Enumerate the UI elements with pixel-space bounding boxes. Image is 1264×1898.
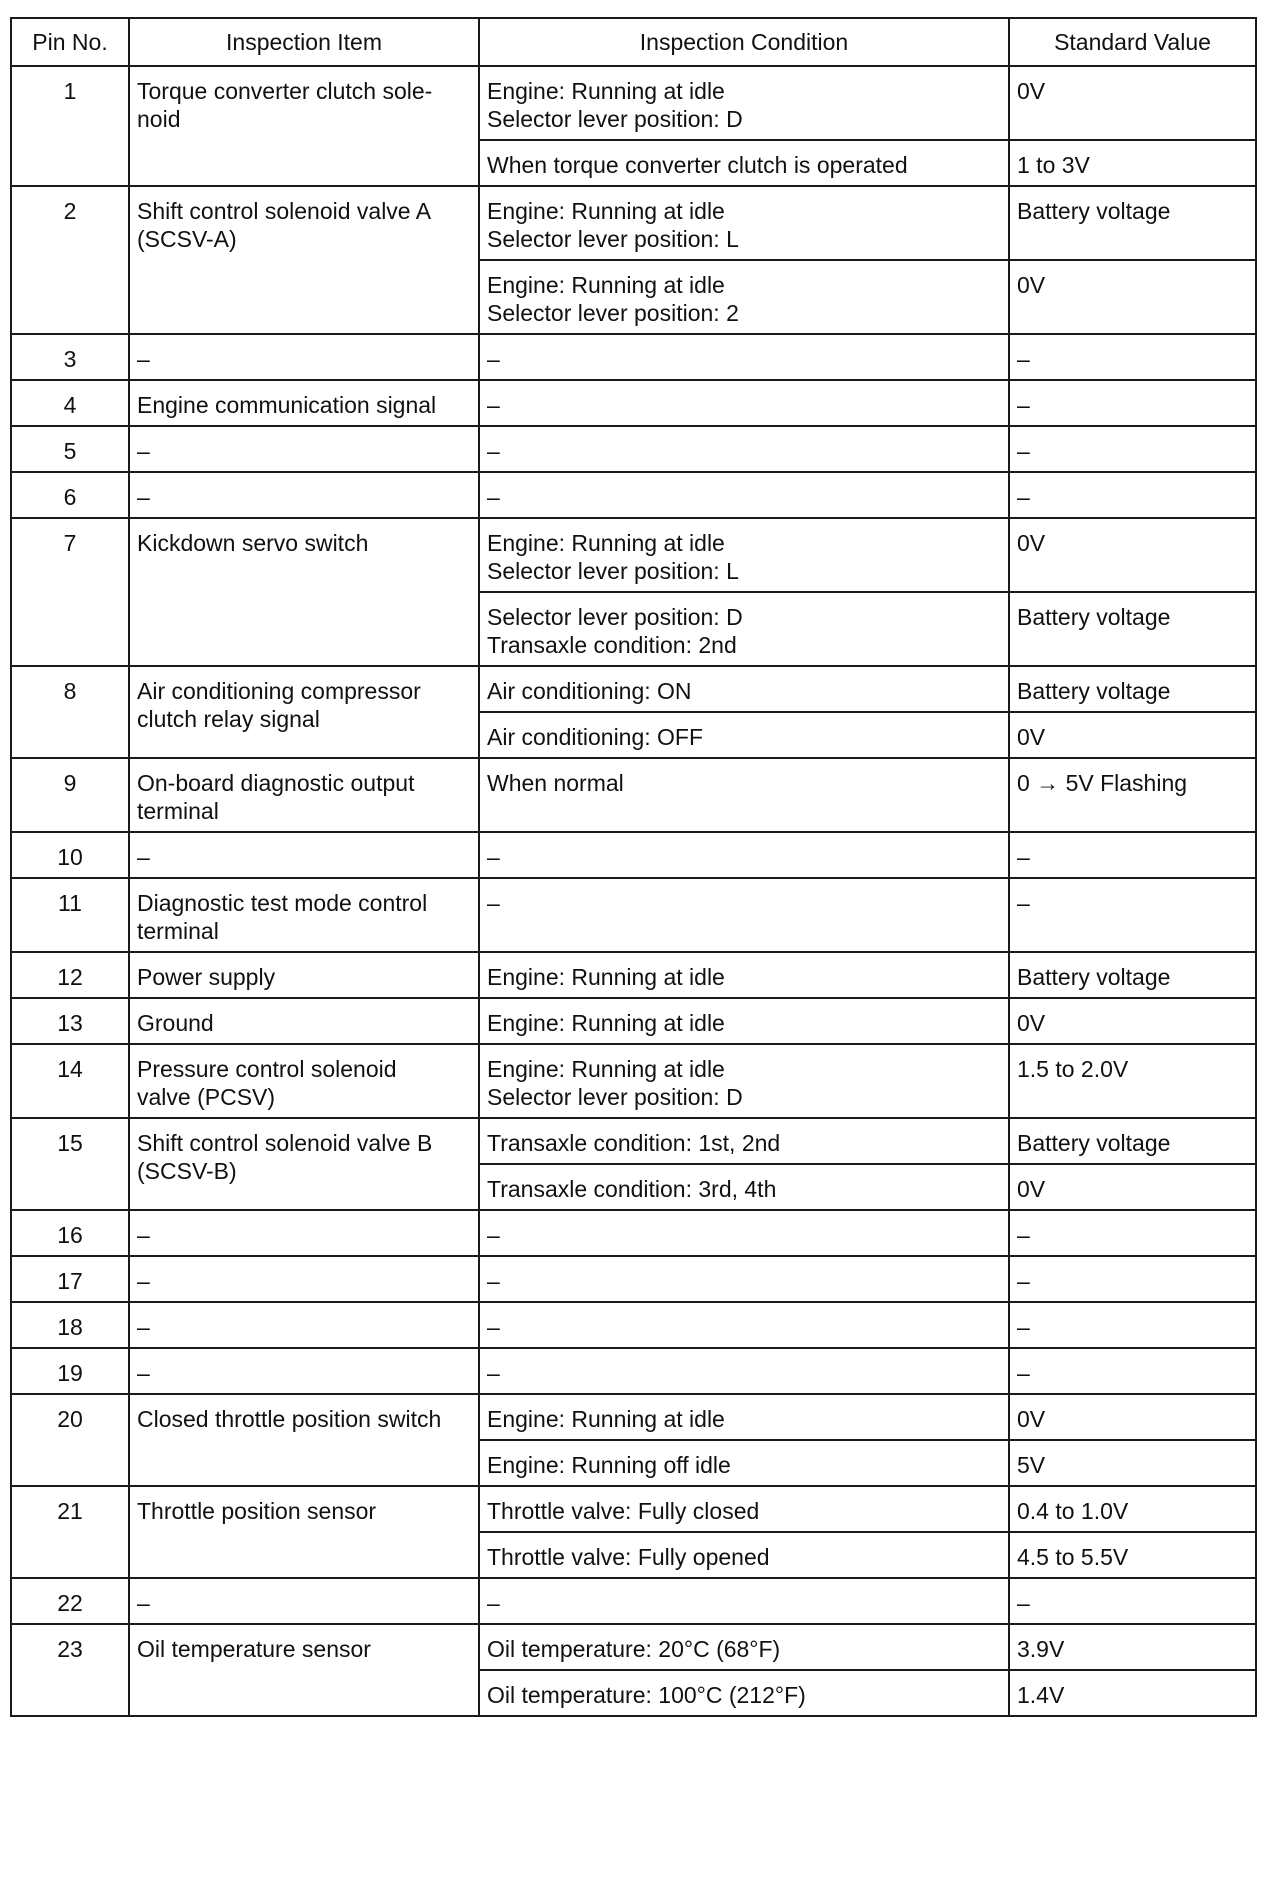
inspection-item: –	[129, 1578, 479, 1624]
standard-value: –	[1009, 426, 1256, 472]
inspection-item: Oil temperature sensor	[129, 1624, 479, 1716]
pin-number: 9	[11, 758, 129, 832]
standard-value: 0V	[1009, 260, 1256, 334]
pin-number: 10	[11, 832, 129, 878]
pin-number: 7	[11, 518, 129, 666]
inspection-condition: Engine: Running at idle	[479, 998, 1009, 1044]
standard-value: 0V	[1009, 518, 1256, 592]
pin-number: 13	[11, 998, 129, 1044]
table-row	[11, 66, 1256, 140]
standard-value: Battery voltage	[1009, 186, 1256, 260]
table-row	[11, 1256, 1256, 1302]
standard-value: 3.9V	[1009, 1624, 1256, 1670]
table-row	[11, 1578, 1256, 1624]
inspection-condition: –	[479, 334, 1009, 380]
table-row	[11, 832, 1256, 878]
standard-value: 0.4 to 1.0V	[1009, 1486, 1256, 1532]
pin-number: 15	[11, 1118, 129, 1210]
inspection-item: On-board diagnostic output terminal	[129, 758, 479, 832]
standard-value: 4.5 to 5.5V	[1009, 1532, 1256, 1578]
standard-value: Battery voltage	[1009, 666, 1256, 712]
table-row	[11, 1394, 1256, 1440]
inspection-condition: Throttle valve: Fully closed	[479, 1486, 1009, 1532]
table-row	[11, 952, 1256, 998]
inspection-condition: –	[479, 426, 1009, 472]
inspection-condition: When normal	[479, 758, 1009, 832]
standard-value: Battery voltage	[1009, 592, 1256, 666]
standard-value: 0 → 5V Flashing	[1009, 758, 1256, 832]
inspection-item: Power supply	[129, 952, 479, 998]
standard-value: 0V	[1009, 712, 1256, 758]
inspection-condition: –	[479, 1210, 1009, 1256]
standard-value: 0V	[1009, 1394, 1256, 1440]
table-row	[11, 518, 1256, 592]
inspection-item: Closed throttle position switch	[129, 1394, 479, 1486]
standard-value: –	[1009, 334, 1256, 380]
standard-value: 0V	[1009, 998, 1256, 1044]
pin-number: 12	[11, 952, 129, 998]
inspection-condition: Engine: Running at idle Selector lever position: L	[479, 186, 1009, 260]
table-row	[11, 186, 1256, 260]
inspection-condition: Transaxle condition: 3rd, 4th	[479, 1164, 1009, 1210]
pin-number: 14	[11, 1044, 129, 1118]
table-row	[11, 758, 1256, 832]
pin-number: 2	[11, 186, 129, 334]
pin-number: 20	[11, 1394, 129, 1486]
table-row	[11, 380, 1256, 426]
inspection-item: Air conditioning compressor clutch relay signal	[129, 666, 479, 758]
inspection-condition: Oil temperature: 100°C (212°F)	[479, 1670, 1009, 1716]
inspection-condition: Engine: Running at idle	[479, 952, 1009, 998]
standard-value: 0V	[1009, 66, 1256, 140]
inspection-condition: Engine: Running at idle	[479, 1394, 1009, 1440]
table-row	[11, 1210, 1256, 1256]
header-item: Inspection Item	[129, 18, 479, 66]
inspection-condition: –	[479, 472, 1009, 518]
standard-value: 1.5 to 2.0V	[1009, 1044, 1256, 1118]
pin-number: 4	[11, 380, 129, 426]
inspection-condition: –	[479, 878, 1009, 952]
inspection-condition: Engine: Running at idle Selector lever position: D	[479, 66, 1009, 140]
inspection-condition: Engine: Running at idle Selector lever position: L	[479, 518, 1009, 592]
standard-value: Battery voltage	[1009, 952, 1256, 998]
table-row	[11, 1302, 1256, 1348]
pin-number: 1	[11, 66, 129, 186]
inspection-item: Torque converter clutch sole- noid	[129, 66, 479, 186]
standard-value: –	[1009, 878, 1256, 952]
inspection-item: –	[129, 832, 479, 878]
inspection-condition: Transaxle condition: 1st, 2nd	[479, 1118, 1009, 1164]
inspection-condition: Air conditioning: ON	[479, 666, 1009, 712]
inspection-condition: Engine: Running at idle Selector lever position: 2	[479, 260, 1009, 334]
inspection-item: –	[129, 472, 479, 518]
table-row	[11, 1348, 1256, 1394]
standard-value: –	[1009, 1578, 1256, 1624]
standard-value: –	[1009, 832, 1256, 878]
inspection-item: Diagnostic test mode control terminal	[129, 878, 479, 952]
inspection-condition: –	[479, 832, 1009, 878]
table-body	[11, 66, 1256, 1716]
standard-value: 1 to 3V	[1009, 140, 1256, 186]
standard-value: –	[1009, 380, 1256, 426]
standard-value: 1.4V	[1009, 1670, 1256, 1716]
pin-number: 8	[11, 666, 129, 758]
header-row	[11, 18, 1256, 66]
inspection-item: Shift control solenoid valve A (SCSV-A)	[129, 186, 479, 334]
standard-value: 5V	[1009, 1440, 1256, 1486]
standard-value: Battery voltage	[1009, 1118, 1256, 1164]
inspection-item: Pressure control solenoid valve (PCSV)	[129, 1044, 479, 1118]
inspection-item: –	[129, 334, 479, 380]
table-row	[11, 1486, 1256, 1532]
inspection-item: Shift control solenoid valve B (SCSV-B)	[129, 1118, 479, 1210]
pin-number: 6	[11, 472, 129, 518]
inspection-item: –	[129, 426, 479, 472]
pin-number: 22	[11, 1578, 129, 1624]
pin-number: 16	[11, 1210, 129, 1256]
pin-number: 11	[11, 878, 129, 952]
inspection-condition: Selector lever position: D Transaxle condition: 2nd	[479, 592, 1009, 666]
inspection-condition: –	[479, 1256, 1009, 1302]
inspection-condition: Engine: Running off idle	[479, 1440, 1009, 1486]
table-row	[11, 878, 1256, 952]
inspection-item: –	[129, 1210, 479, 1256]
table-row	[11, 666, 1256, 712]
standard-value: 0V	[1009, 1164, 1256, 1210]
table-row	[11, 334, 1256, 380]
inspection-item: Throttle position sensor	[129, 1486, 479, 1578]
standard-value: –	[1009, 1210, 1256, 1256]
pin-number: 18	[11, 1302, 129, 1348]
header-condition: Inspection Condition	[479, 18, 1009, 66]
inspection-condition: When torque converter clutch is operated	[479, 140, 1009, 186]
inspection-condition: –	[479, 1348, 1009, 1394]
inspection-condition: Air conditioning: OFF	[479, 712, 1009, 758]
pin-number: 17	[11, 1256, 129, 1302]
pin-inspection-table	[10, 17, 1257, 1717]
inspection-item: –	[129, 1302, 479, 1348]
inspection-item: –	[129, 1256, 479, 1302]
pin-number: 19	[11, 1348, 129, 1394]
table-row	[11, 472, 1256, 518]
inspection-condition: Oil temperature: 20°C (68°F)	[479, 1624, 1009, 1670]
pin-number: 23	[11, 1624, 129, 1716]
standard-value: –	[1009, 472, 1256, 518]
inspection-item: Ground	[129, 998, 479, 1044]
pin-number: 21	[11, 1486, 129, 1578]
inspection-item: Engine communication signal	[129, 380, 479, 426]
table-row	[11, 998, 1256, 1044]
inspection-condition: –	[479, 1578, 1009, 1624]
standard-value: –	[1009, 1348, 1256, 1394]
standard-value: –	[1009, 1302, 1256, 1348]
pin-number: 5	[11, 426, 129, 472]
standard-value: –	[1009, 1256, 1256, 1302]
inspection-item: Kickdown servo switch	[129, 518, 479, 666]
pin-number: 3	[11, 334, 129, 380]
inspection-condition: Engine: Running at idle Selector lever position: D	[479, 1044, 1009, 1118]
table-row	[11, 426, 1256, 472]
table-row	[11, 1044, 1256, 1118]
inspection-condition: –	[479, 1302, 1009, 1348]
header-pin: Pin No.	[11, 18, 129, 66]
inspection-condition: –	[479, 380, 1009, 426]
header-value: Standard Value	[1009, 18, 1256, 66]
inspection-item: –	[129, 1348, 479, 1394]
inspection-condition: Throttle valve: Fully opened	[479, 1532, 1009, 1578]
table-row	[11, 1118, 1256, 1164]
table-row	[11, 1624, 1256, 1670]
